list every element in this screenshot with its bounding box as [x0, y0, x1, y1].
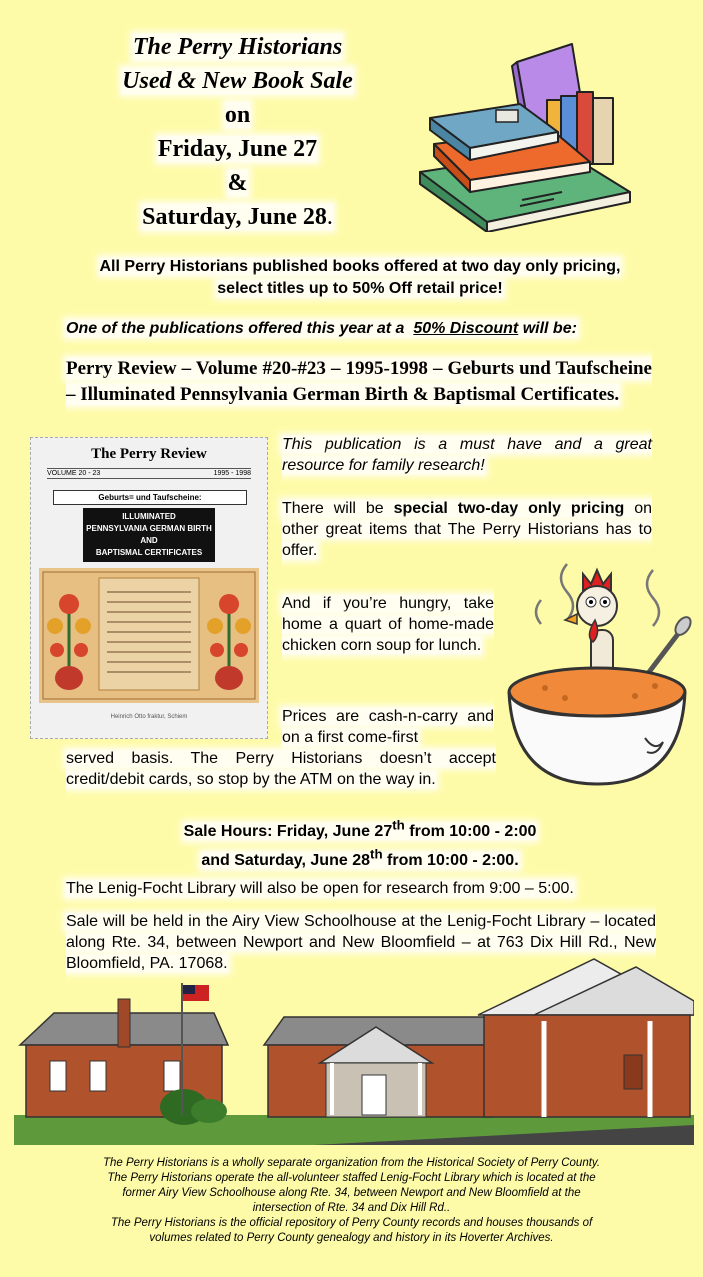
footer-line-2: The Perry Historians operate the all-volunteer staffed Lenig-Focht Library which is located at the [107, 1172, 596, 1184]
title-ampersand: & [227, 170, 248, 196]
offer-suffix: will be: [522, 320, 577, 337]
sale-location: Sale will be held in the Airy View Schoolhouse at the Lenig-Focht Library – located along Rte. 34, between Newport and New Bloomfield – at 763 Dix Hill Rd., New Bloomfield, PA. 17068. [66, 913, 656, 972]
fraktur-certificate-image [39, 568, 259, 703]
cover-subtitle: Geburts= und Taufscheine: [53, 490, 247, 505]
hours-friday-pre: Sale Hours: Friday, June 27 [183, 823, 393, 841]
cover-years: 1995 - 1998 [213, 470, 251, 477]
offer-line [66, 320, 656, 338]
cover-box-line-1: ILLUMINATED [122, 512, 176, 521]
cover-volume-line [47, 468, 251, 479]
cover-masthead: The Perry Review [91, 446, 207, 462]
hours-friday-sup: th [392, 818, 405, 833]
title-line-2: Used & New Book Sale [122, 68, 353, 94]
intro-line-2: select titles up to 50% Off retail price! [217, 280, 503, 297]
hours-saturday-pre: and Saturday, June 28 [201, 851, 370, 869]
footer-line-1: The Perry Historians is a wholly separate organization from the Historical Society of Perry County. [102, 1157, 601, 1169]
hours-saturday-sup: th [370, 846, 383, 862]
title-line-1: The Perry Historians [132, 34, 343, 60]
p2-post: on other great items that The Perry Historians has to offer. [282, 500, 652, 559]
soup-paragraph: And if you’re hungry, take home a quart of home-made chicken corn soup for lunch. [282, 595, 494, 654]
books-stack-icon [412, 32, 642, 232]
hours-friday-post: from 10:00 - 2:00 [404, 823, 537, 841]
cover-box-line-2: PENNSYLVANIA GERMAN BIRTH [86, 524, 212, 533]
sale-title [60, 30, 415, 234]
title-date-friday: Friday, June 27 [157, 136, 318, 162]
payment-paragraph-end: served basis. The Perry Historians doesn’t accept credit/debit cards, so stop by the ATM on the way in. [66, 750, 496, 788]
special-pricing-paragraph [282, 498, 652, 561]
cover-box-line-3: AND [140, 536, 158, 545]
discount-highlight: 50% Discount [413, 320, 519, 337]
cover-volume: VOLUME 20 - 23 [47, 470, 101, 477]
library-open-hours: The Lenig-Focht Library will also be open for research from 9:00 – 5:00. [66, 880, 574, 897]
title-date-saturday: Saturday, June 28 [142, 204, 327, 230]
sale-hours [100, 815, 620, 872]
schoolhouse-library-icon [14, 955, 694, 1150]
footer-line-5: The Perry Historians is the official repository of Perry County records and houses thousands of [110, 1217, 593, 1229]
footer-line-6: volumes related to Perry County genealogy and history in its Hoverter Archives. [149, 1232, 554, 1244]
intro-text [60, 256, 660, 300]
footer-line-4: intersection of Rte. 34 and Dix Hill Rd.. [252, 1202, 451, 1214]
title-line-3: on [224, 102, 251, 128]
footer-note [40, 1156, 663, 1246]
hours-saturday-post: from 10:00 - 2:00. [382, 851, 519, 869]
payment-paragraph-start: Prices are cash-n-carry and on a first come-first [282, 708, 494, 746]
publication-title: Perry Review – Volume #20-#23 – 1995-1998 – Geburts und Taufscheine – Illuminated Pennsylvania German Birth & Baptismal Certificates. [66, 358, 652, 405]
p2-pre: There will be [282, 500, 384, 517]
chicken-soup-icon [505, 560, 695, 790]
publication-description: This publication is a must have and a great resource for family research! [282, 436, 652, 474]
cover-title-box [83, 508, 215, 562]
cover-caption: Heinrich Otto fraktur, Schiem [110, 714, 188, 720]
title-period: . [326, 204, 333, 230]
offer-text: One of the publications offered this year at a [66, 320, 405, 337]
cover-box-line-4: BAPTISMAL CERTIFICATES [95, 548, 203, 557]
publication-cover-image [30, 437, 268, 739]
intro-line-1: All Perry Historians published books offered at two day only pricing, [99, 258, 621, 275]
footer-line-3: former Airy View Schoolhouse along Rte. 34, between Newport and New Bloomfield at the [122, 1187, 581, 1199]
p2-bold: special two-day only pricing [393, 500, 625, 517]
